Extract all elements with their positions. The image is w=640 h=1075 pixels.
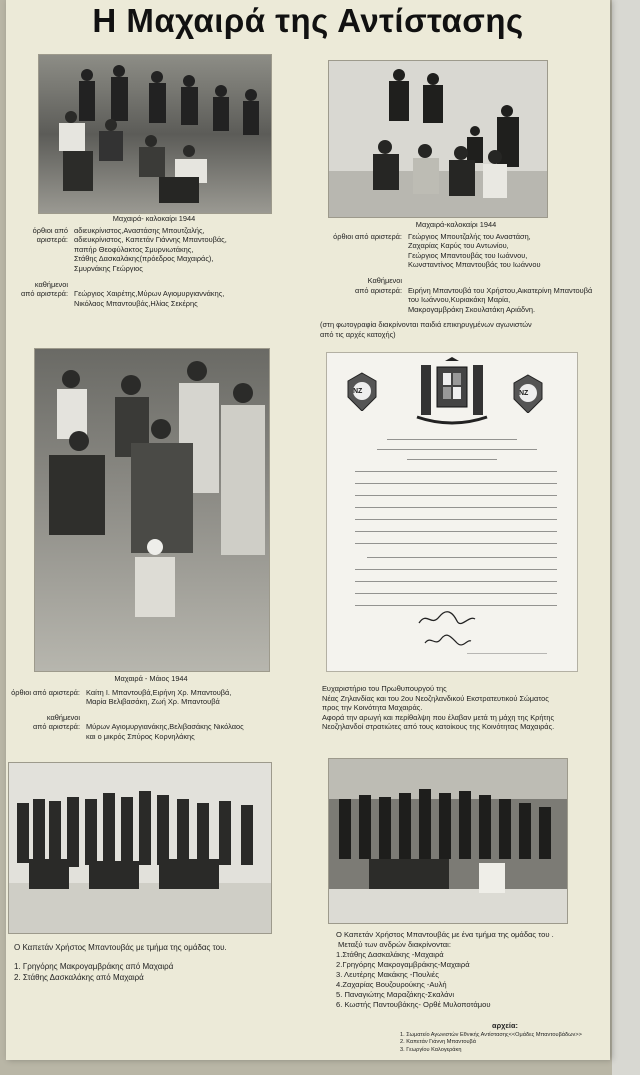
signature-mark — [417, 611, 477, 627]
photo-image — [329, 61, 547, 217]
photo2-seated-label: από αριστερά: — [355, 285, 402, 295]
photo1-seated-name: Γεώργιος Χαιρέτης,Μύρων Αγιομυργιαννάκης, — [74, 289, 225, 299]
letter-caption-line: Νέας Ζηλανδίας και του 2ου Νεοζηλανδικού Εκστρατευτικού Σώματος — [322, 693, 549, 703]
photo-kapetan-group-a — [8, 762, 272, 934]
photo2-standing-name: Γεώργιος Μπαντουβάς του Ιωάννου, — [408, 250, 528, 260]
photo3-seated-label: από αριστερά: — [33, 722, 80, 732]
photo6-item: 3. Λευτέρης Μακάκης -Πουλιές — [336, 970, 439, 979]
photo1-standing-name: παπήρ Θεοφύλακτος Σμυρνιωτάκης, — [74, 244, 194, 254]
photo6-item: 5. Παναγιώτης Μαραζάκης-Σκαλάνι — [336, 990, 455, 999]
photo1-standing-name: αδιευκρίνιστος, Καπετάν Γιάννης Μπαντουβάς, — [74, 235, 227, 245]
photo1-standing-label: όρθιοι από αριστερά: — [32, 225, 68, 245]
photo3-standing-name: Μαρία Βελιβασάκη, Ζωή Χρ. Μπαντουβά — [86, 697, 220, 707]
letter-caption-block — [322, 684, 612, 732]
photo2-seated-name: του Ιωάννου,Κυριακάκη Μαρία, — [408, 295, 511, 305]
photo6-item: 1.Στάθης Δασκαλάκης -Μαχαιρά — [336, 950, 444, 959]
photo1-caption-block — [21, 214, 270, 308]
photo3-caption-block — [6, 674, 296, 742]
photo6-subtitle: Μεταξύ των ανδρών διακρίνονται: — [338, 940, 451, 949]
photo-image — [329, 759, 567, 923]
photo-kapetan-group-b — [328, 758, 568, 924]
photo5-caption-block — [14, 942, 304, 983]
photo1-standing-name: Σμυρνάκης Γεώργιος — [74, 263, 143, 273]
photo6-item: 6. Κωστής Παντουβάκης- Ορθέ Μυλοποτάμου — [336, 1000, 491, 1009]
photo1-caption: Μαχαιρά- καλοκαίρι 1944 — [112, 214, 196, 223]
thank-you-letter — [326, 352, 578, 672]
photo2-standing-name: Κωνσταντίνος Μπαντουβάς του Ιωάννου — [408, 260, 541, 270]
photo3-standing-label: όρθιοι από αριστερά: — [11, 687, 80, 697]
nz-badge-right-label: NZ — [519, 390, 529, 397]
signature-mark — [423, 633, 473, 649]
photo3-seated-name: και ο μικρός Σπύρος Κορνηλάκης — [86, 731, 195, 741]
photo2-note: από τις αρχές κατοχής) — [320, 329, 396, 339]
photo2-standing-name: Ζαχαρίας Καρύς του Αντωνίου, — [408, 241, 509, 251]
photo3-standing-name: Καίτη Ι. Μπαντουβά,Ειρήνη Χρ. Μπαντουβά, — [86, 687, 232, 697]
photo5-item: 1. Γρηγόρης Μακρογαμβράκης από Μαχαιρά — [14, 962, 174, 971]
letter-caption-line: Αφορά την αρωγή και περίθαλψη που έλαβαν μετά τη μάχη της Κρήτης — [322, 712, 555, 722]
photo2-standing-label: όρθιοι από αριστερά: — [333, 231, 402, 241]
photo2-note: (στη φωτογραφία διακρίνονται παιδιά επικηρυγμένων αγωνιστών — [320, 320, 532, 330]
photo5-item: 2. Στάθης Δασκαλάκης από Μαχαιρά — [14, 973, 144, 982]
letter-caption-line: Νεοζηλανδοί στρατιώτες από τους κατοίκους της Κοινότητας Μαχαιράς. — [322, 722, 555, 732]
photo6-item: 4.Ζαχαρίας Βουζουρούκης -Αυλή — [336, 980, 447, 989]
photo2-caption: Μαχαιρά-καλοκαίρι 1944 — [415, 220, 497, 229]
photo1-standing-name: αδιευκρίνιστος,Αναστάσης Μπουτζαλής, — [74, 225, 205, 235]
photo-group-summer-1944-a — [38, 54, 272, 214]
photo6-item: 2.Γρηγόρης Μακρογαμβράκης-Μαχαιρά — [336, 960, 470, 969]
photo3-caption: Μαχαιρά - Μάιος 1944 — [114, 674, 188, 683]
photo6-caption: Ο Καπετάν Χρήστος Μπαντουβάς με ένα τμήμα της ομάδας του . — [336, 930, 554, 939]
page-title: Η Μαχαιρά της Αντίστασης — [92, 2, 524, 39]
nz-badge-left-label: NZ — [353, 388, 363, 395]
archive-item: 3. Γεωργίου Καλογεράκη — [400, 1046, 462, 1053]
photo1-seated-name: Νικόλαος Μπαντουβάς,Ηλίας Σεκέρης — [74, 298, 198, 308]
photo2-seated-label: Καθήμενοι — [367, 275, 402, 285]
letter-caption-line: προς την Κοινότητα Μαχαιράς. — [322, 703, 423, 713]
photo2-seated-name: Ειρήνη Μπαντουβά του Χρήστου,Αικατερίνη Μπαντουβά — [408, 285, 593, 295]
photo-image — [35, 349, 269, 671]
photo5-caption: Ο Καπετάν Χρήστος Μπαντουβάς με τμήμα της ομάδας του. — [14, 943, 227, 952]
photo2-standing-name: Γεώργιος Μπουτζαλής του Αναστάση, — [408, 231, 531, 241]
photo2-caption-block — [306, 220, 606, 340]
photo6-caption-block — [336, 930, 616, 1010]
photo3-seated-label: καθήμενοι — [46, 712, 80, 722]
coat-of-arms-icon — [407, 357, 497, 427]
photo-image — [9, 763, 271, 933]
archive-block — [400, 1022, 610, 1054]
photo1-standing-name: Στάθης Δασκαλάκης(πρόεδρος Μαχαιράς), — [74, 254, 214, 264]
photo-group-summer-1944-b — [328, 60, 548, 218]
exhibit-board — [6, 0, 610, 1060]
archive-item: 1. Σωματείο Αγωνιστών Εθνικής Αντίστασης<<Ομάδες Μπαντουβάδων>> — [400, 1031, 582, 1038]
wall-background — [612, 0, 640, 1075]
photo-family-may-1944 — [34, 348, 270, 672]
letter-caption-line: Ευχαριστήριο του Πρωθυπουργού της — [322, 684, 447, 693]
photo2-seated-name: Μακρογαμβράκη Σκουλατάκη Αριάδνη. — [408, 304, 535, 314]
archive-title: αρχεία: — [492, 1021, 518, 1030]
archive-item: 2. Καπετάν Γιάννη Μπαντουβά — [400, 1039, 476, 1046]
photo1-seated-label: καθήμενοι — [34, 279, 68, 289]
photo-image — [39, 55, 271, 213]
photo3-seated-name: Μύρων Αγιομυργιανάκης,Βελιβασάκης Νικόλαος — [86, 722, 244, 732]
photo1-seated-label: από αριστερά: — [21, 289, 68, 299]
